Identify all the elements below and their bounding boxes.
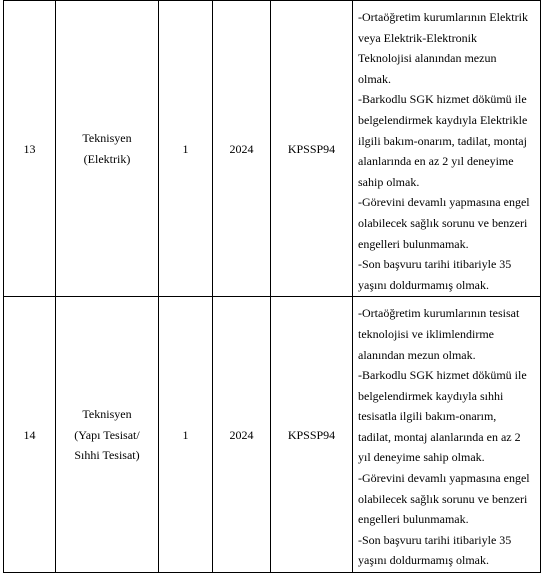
requirement-line: belgelendirmek kaydıyla Elektrikle xyxy=(358,112,528,127)
requirement-line: olmak. xyxy=(358,71,391,86)
position-title-line: (Elektrik) xyxy=(83,151,131,166)
requirement-line: engelleri bulunmamak. xyxy=(358,512,469,527)
position-count: 1 xyxy=(159,297,213,573)
requirement-line: yaşını doldurmamış olmak. xyxy=(358,553,489,568)
requirement-line: -Ortaöğretim kurumlarının tesisat xyxy=(358,306,520,321)
requirement-line: engelleri bulunmamak. xyxy=(358,236,469,251)
requirements-cell xyxy=(353,1,541,297)
requirement-line: -Barkodlu SGK hizmet dökümü ile xyxy=(358,92,527,107)
position-count: 1 xyxy=(159,1,213,297)
requirement-line: ilgili bakım-onarım, tadilat, montaj xyxy=(358,133,527,148)
requirement-line: tadilat, montaj alanlarında en az 2 xyxy=(358,429,521,444)
position-title xyxy=(56,297,159,573)
position-title-line: Sıhhi Tesisat) xyxy=(74,447,140,462)
position-title-line: Teknisyen xyxy=(82,407,132,422)
requirement-line: -Görevini devamlı yapmasına engel xyxy=(358,471,530,486)
requirement-line: teknolojisi ve iklimlendirme xyxy=(358,326,494,341)
requirement-line: olabilecek sağlık sorunu ve benzeri xyxy=(358,491,528,506)
score-type: KPSSP94 xyxy=(271,297,353,573)
requirement-line: yaşını doldurmamış olmak. xyxy=(358,277,489,292)
requirement-line: sahip olmak. xyxy=(358,174,420,189)
requirement-line: -Ortaöğretim kurumlarının Elektrik xyxy=(358,10,528,24)
kpss-year: 2024 xyxy=(213,1,271,297)
position-title-line: Teknisyen xyxy=(82,131,132,146)
requirement-line: alanından mezun olmak. xyxy=(358,347,476,362)
requirement-line: Teknolojisi alanından mezun xyxy=(358,51,497,66)
table-row xyxy=(4,1,541,297)
requirement-line: -Barkodlu SGK hizmet dökümü ile xyxy=(358,368,527,383)
requirement-line: -Son başvuru tarihi itibariyle 35 xyxy=(358,532,512,547)
requirement-line: -Son başvuru tarihi itibariyle 35 xyxy=(358,257,512,272)
requirement-line: olabilecek sağlık sorunu ve benzeri xyxy=(358,215,528,230)
requirement-line: belgelendirmek kaydıyla sıhhi xyxy=(358,388,504,403)
requirement-line: tesisatla ilgili bakım-onarım, xyxy=(358,409,497,424)
requirement-line: alanlarında en az 2 yıl deneyime xyxy=(358,154,514,169)
score-type: KPSSP94 xyxy=(271,1,353,297)
position-title xyxy=(56,1,159,297)
requirement-line: -Görevini devamlı yapmasına engel xyxy=(358,195,530,210)
position-table xyxy=(3,0,541,573)
requirement-line: veya Elektrik-Elektronik xyxy=(358,30,477,45)
row-number: 14 xyxy=(4,297,56,573)
table-row xyxy=(4,297,541,573)
kpss-year: 2024 xyxy=(213,297,271,573)
position-title-line: (Yapı Tesisat/ xyxy=(74,427,140,442)
requirements-cell xyxy=(353,297,541,573)
row-number: 13 xyxy=(4,1,56,297)
requirement-line: yıl deneyime sahip olmak. xyxy=(358,450,485,465)
